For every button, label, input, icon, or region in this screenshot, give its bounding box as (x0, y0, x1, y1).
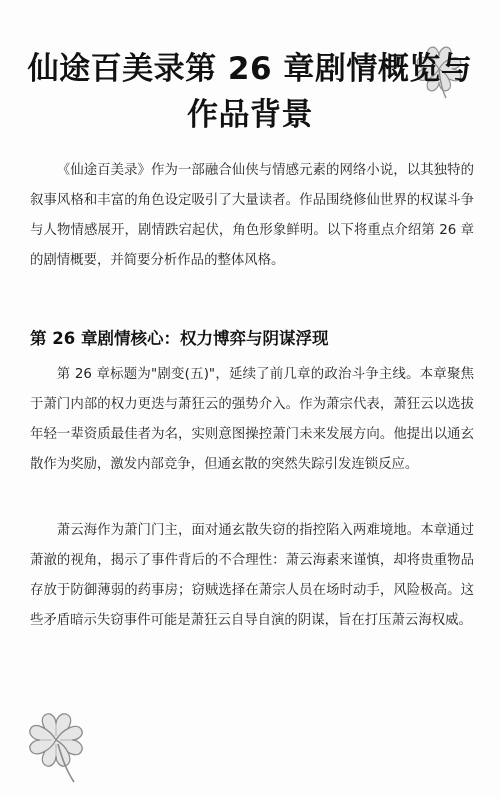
section-heading: 第 26 章剧情核心：权力博弈与阴谋浮现 (30, 329, 329, 348)
intro-paragraph: 《仙途百美录》作为一部融合仙侠与情感元素的网络小说，以其独特的叙事风格和丰富的角色设定吸引了大量读者。作品围绕修仙世界的权谋斗争与人物情感展开，剧情跌宕起伏，角色形象鲜明。以下将重点介绍第 26 章的剧情概要，并简要分析作品的整体风格。 (30, 163, 474, 268)
four-leaf-clover-icon (22, 706, 92, 786)
body-paragraph: 第 26 章标题为"剧变(五)"，延续了前几章的政治斗争主线。本章聚焦于萧门内部的权力更迭与萧狂云的强势介入。作为萧宗代表，萧狂云以选拔年轻一辈资质最佳者为名，实则意图操控萧门未来发展方向。他提出以通玄散作为奖励，激发内部竞争，但通玄散的突然失踪引发连锁反应。 (30, 367, 474, 472)
body-paragraph: 萧云海作为萧门门主，面对通玄散失窃的指控陷入两难境地。本章通过萧澈的视角，揭示了事件背后的不合理性：萧云海素来谨慎，却将贵重物品存放于防御薄弱的药事房；窃贼选择在萧宗人员在场时动手，风险极高。这些矛盾暗示失窃事件可能是萧狂云自导自演的阴谋，旨在打压萧云海权威。 (30, 523, 474, 628)
page-title: 仙途百美录第 26 章剧情概览与作品背景 (27, 51, 473, 133)
